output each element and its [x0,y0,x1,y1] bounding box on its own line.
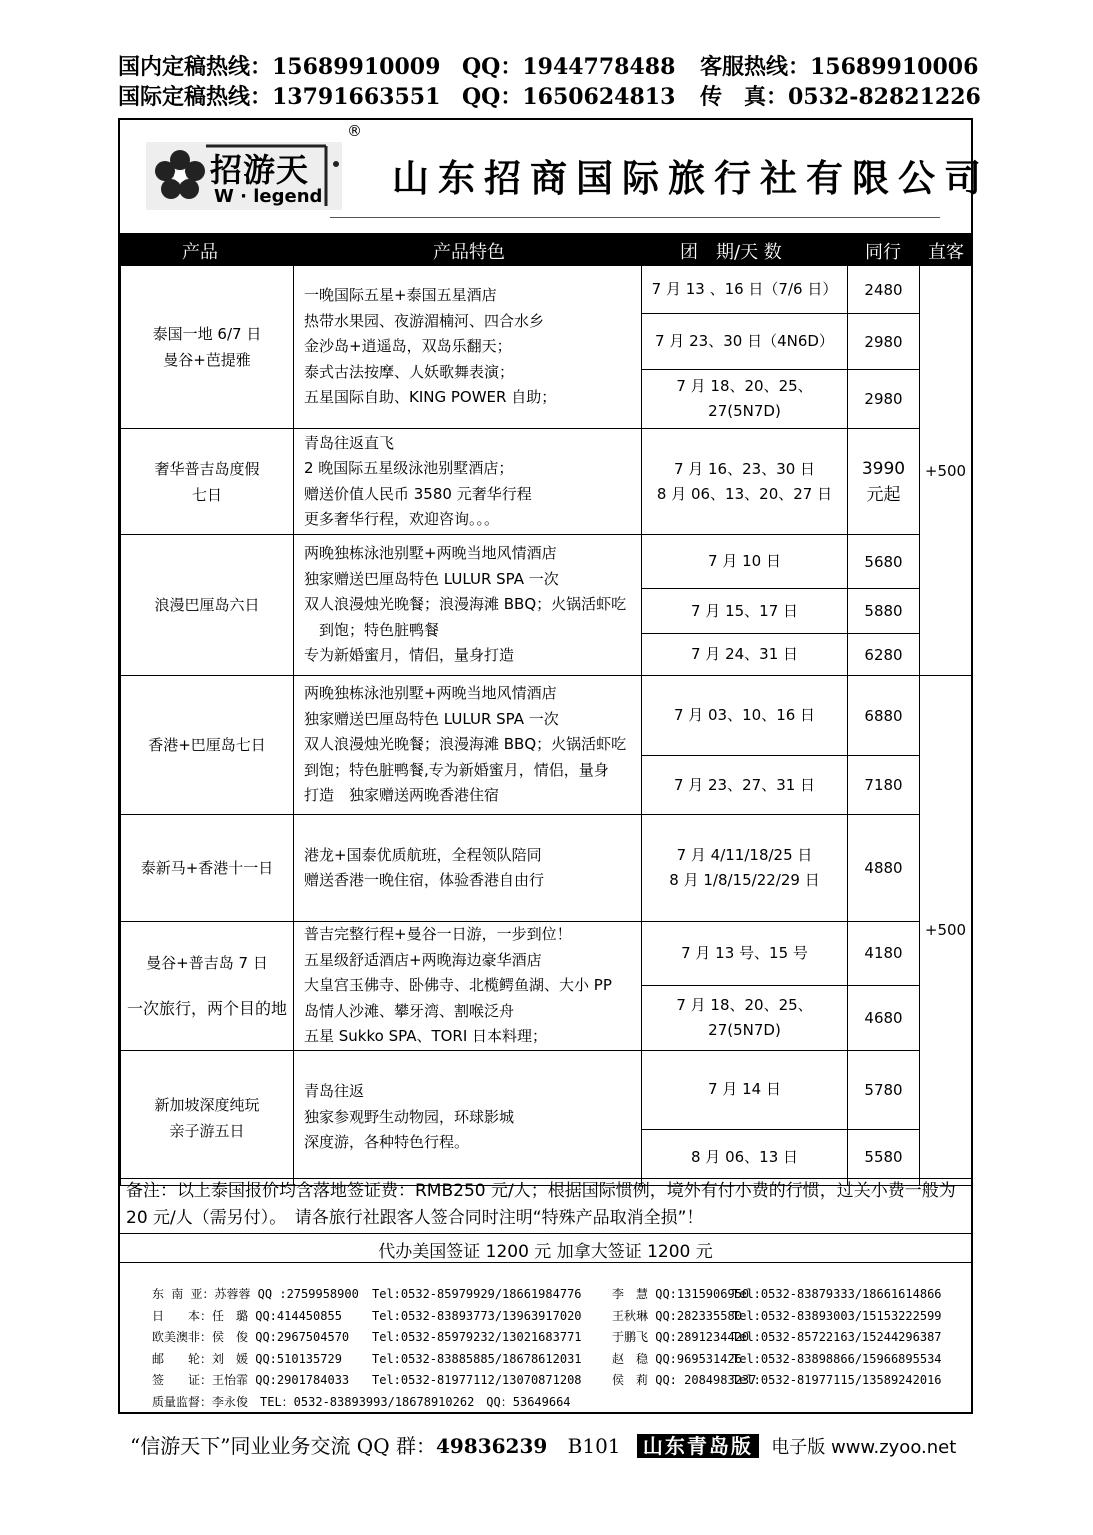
contact-cell: 签 证：王怡霏 QQ:2901784033 [152,1373,350,1387]
tour-dates: 7 月 03、10、16 日 [642,676,848,756]
tour-dates: 7 月 4/11/18/25 日 8 月 1/8/15/22/29 日 [642,815,848,922]
registered-mark: ® [347,122,362,140]
product-name-line: 浪漫巴厘岛六日 [154,596,260,614]
feature-line: 深度游，各种特色行程。 [304,1133,470,1152]
qq-group-number: 49836239 [435,1434,548,1458]
product-features [294,266,642,429]
feature-line: 岛情人沙滩、攀牙湾、割喉泛舟 [304,1001,515,1020]
feature-line: 独家赠送巴厘岛特色 LULUR SPA 一次 [304,709,559,728]
tour-dates: 8 月 06、13 日 [642,1129,848,1185]
col-product: 产品 [182,242,218,263]
peer-price: 6280 [848,634,920,676]
product-features [294,815,642,922]
contact-cell: Tel:0532-85722163/15244296387 [732,1330,942,1344]
contact-cell: 李 慧 QQ:1315906950 [612,1287,750,1301]
contact-cell: Tel:0532-83885885/18678612031 [372,1351,582,1366]
contact-cell: 侯 莉 QQ: 2084983237 [612,1373,757,1387]
peer-price: 4680 [848,985,920,1050]
feature-line: 两晚独栋泳池别墅+两晚当地风情酒店 [304,544,557,563]
product-name-line: 泰国一地 6/7 日 [152,325,262,343]
contact-cell: Tel:0532-81977112/13070871208 [372,1373,582,1387]
contact-cell: 质量监督：李永俊 TEL：0532-83893993/18678910262 QQ：53649664 [152,1394,571,1409]
company-name: 山东招商国际旅行社有限公司 [392,156,990,200]
table-row [121,266,972,314]
product-name [121,535,294,676]
direct-surcharge: +500 [920,676,972,1186]
product-name [121,429,294,535]
feature-line: 两晚独栋泳池别墅+两晚当地风情酒店 [304,684,557,703]
logo-en-text: W · legend [214,186,323,207]
visa-top-rule [120,1233,971,1234]
feature-line: 赠送香港一晚住宿，体验香港自由行 [304,871,545,889]
feature-line: 泰式古法按摩、人妖歌舞表演； [304,362,515,381]
tour-dates: 7 月 15、17 日 [642,589,848,634]
tour-dates: 7 月 24、31 日 [642,634,848,676]
page-code: B101 [567,1434,621,1458]
feature-line: 2 晚国际五星级泳池别墅酒店； [304,459,514,477]
contact-cell: Tel:0532-85979232/13021683771 [372,1330,582,1344]
contact-cell: 东 南 亚：苏蓉蓉 QQ :2759958900 [152,1287,359,1301]
product-name-line: 亲子游五日 [169,1121,245,1140]
contact-cell: 赵 稳 QQ:969531426 [612,1351,742,1366]
product-features [294,535,642,676]
feature-line: 到饱；特色脏鸭餐,专为新婚蜜月，情侣，量身 [304,760,609,779]
feature-line: 港龙+国泰优质航班，全程领队陪同 [304,845,542,864]
visa-service: 代办美国签证 1200 元 加拿大签证 1200 元 [378,1242,713,1262]
col-direct: 直客 [928,242,964,263]
logo-cn-text: 招游天 [210,151,310,189]
tour-dates: 7 月 10 日 [642,535,848,589]
product-name [121,676,294,815]
peer-price: 5580 [848,1129,920,1185]
feature-line: 五星级舒适酒店+两晚海边豪华酒店 [304,950,542,969]
product-table [120,265,972,1186]
peer-price: 5880 [848,589,920,634]
feature-line: 普吉完整行程+曼谷一日游，一步到位！ [304,925,572,943]
feature-line: 一晚国际五星+泰国五星酒店 [304,286,497,305]
product-features [294,922,642,1051]
peer-price: 4180 [848,922,920,986]
peer-price: 7180 [848,756,920,815]
contact-cell: 欧美澳非：侯 俊 QQ:2967504570 [152,1330,350,1344]
tour-dates: 7 月 23、27、31 日 [642,756,848,815]
product-name-line: 泰新马+香港十一日 [140,859,274,877]
product-features [294,429,642,535]
international-qq: QQ：1650624813 [462,84,676,110]
feature-line: 打造 独家赠送两晚香港住宿 [304,786,500,805]
col-feature: 产品特色 [433,242,505,263]
product-features [294,676,642,815]
contact-cell: 日 本：任 璐 QQ:414450855 [152,1308,342,1323]
peer-price: 5780 [848,1050,920,1129]
domestic-qq: QQ：1944778488 [462,54,676,80]
tour-dates: 7 月 16、23、30 日 8 月 06、13、20、27 日 [642,429,848,535]
international-hotline: 国际定稿热线：13791663551 [118,84,441,110]
service-hotline: 客服热线：15689910006 [700,54,979,80]
feature-line: 到饱；特色脏鸭餐 [304,620,440,639]
product-name [121,815,294,922]
product-name-line: 香港+巴厘岛七日 [148,736,266,754]
table-header [120,233,971,265]
contact-cell: 王秋琳 QQ:282335580 [612,1308,742,1323]
feature-line: 五星 Sukko SPA、TORI 日本料理； [304,1027,548,1045]
contact-cell: Tel:0532-81977115/13589242016 [732,1373,942,1387]
feature-line: 独家赠送巴厘岛特色 LULUR SPA 一次 [304,569,559,588]
col-dates: 团 期/天 数 [680,242,782,263]
table-row [121,535,972,589]
product-name [121,1050,294,1185]
table-row [121,1050,972,1129]
table-row [121,429,972,535]
feature-line: 独家参观野生动物园，环球影城 [304,1107,515,1126]
col-peer: 同行 [865,242,901,263]
feature-line: 青岛往返 [304,1082,365,1101]
feature-line: 赠送价值人民币 3580 元奢华行程 [304,484,532,503]
feature-line: 金沙岛+逍遥岛，双岛乐翻天； [304,337,512,356]
website: 电子版 www.zyoo.net [771,1437,957,1458]
tour-dates: 7 月 18、20、25、27(5N7D) [642,985,848,1050]
product-name [121,266,294,429]
feature-line: 热带水果园、夜游湄楠河、四合水乡 [304,311,545,330]
peer-price: 2980 [848,314,920,370]
table-row [121,815,972,922]
product-features [294,1050,642,1185]
peer-price: 4880 [848,815,920,922]
peer-price: 2980 [848,370,920,429]
peer-price: 2480 [848,266,920,314]
footer [130,1430,956,1459]
edition-badge: 山东青岛版 [637,1434,759,1458]
table-row [121,676,972,756]
contact-cell: 于鹏飞 QQ:2891234420 [612,1330,750,1344]
tour-dates: 7 月 23、30 日（4N6D） [642,314,848,370]
tour-dates: 7 月 13 号、15 号 [642,922,848,986]
feature-line: 五星国际自助、KING POWER 自助； [304,388,557,407]
qq-group-label: “信游天下”同业业务交流 QQ 群： [130,1434,436,1458]
feature-line: 大皇宫玉佛寺、卧佛寺、北榄鳄鱼湖、大小 PP [304,976,612,994]
visa-bottom-rule [120,1262,971,1263]
header-divider [330,217,940,218]
domestic-hotline: 国内定稿热线：15689910009 [118,54,441,80]
fax: 传 真：0532-82821226 [700,84,981,110]
product-name-line: 奢华普吉岛度假 [154,459,260,478]
feature-line: 双人浪漫烛光晚餐；浪漫海滩 BBQ；火锅活虾吃 [304,595,627,614]
product-name-line: 曼谷+芭提雅 [163,351,251,369]
contact-cell: Tel:0532-83879333/18661614866 [732,1287,942,1301]
product-name-line: 新加坡深度纯玩 [154,1095,260,1114]
direct-surcharge: +500 [920,266,972,676]
product-name-line: 七日 [191,485,222,504]
contact-cell: Tel:0532-83893003/15153222599 [732,1308,942,1323]
peer-price: 3990 元起 [848,429,920,535]
peer-price: 6880 [848,676,920,756]
contact-cell: Tel:0532-83898866/15966895534 [732,1351,942,1366]
product-name [121,922,294,1051]
tour-dates: 7 月 14 日 [642,1050,848,1129]
feature-line: 专为新婚蜜月，情侣，量身打造 [304,646,515,665]
feature-line: 更多奢华行程，欢迎咨询。。。 [304,510,500,528]
table-row [121,922,972,986]
note-text: 备注：以上泰国报价均含落地签证费：RMB250 元/人；根据国际惯例，境外有付小费的行惯，过关小费一般为 20 元/人（需另付）。 请各旅行社跟客人签合同时注明“特殊产品取消全损”！ [126,1181,956,1228]
tour-dates: 7 月 13 、16 日（7/6 日） [642,266,848,314]
product-name-line: 一次旅行，两个目的地 [126,998,287,1018]
contact-cell: Tel:0532-83893773/13963917020 [372,1308,582,1323]
feature-line: 双人浪漫烛光晚餐；浪漫海滩 BBQ；火锅活虾吃 [304,735,627,754]
tour-dates: 7 月 18、20、25、27(5N7D) [642,370,848,429]
peer-price: 5680 [848,535,920,589]
feature-line: 青岛往返直飞 [304,433,395,452]
contact-cell: 邮 轮：刘 媛 QQ:510135729 [152,1351,342,1366]
product-name-line: 曼谷+普吉岛 7 日 [146,953,268,972]
contact-cell: Tel:0532-85979929/18661984776 [372,1287,582,1301]
